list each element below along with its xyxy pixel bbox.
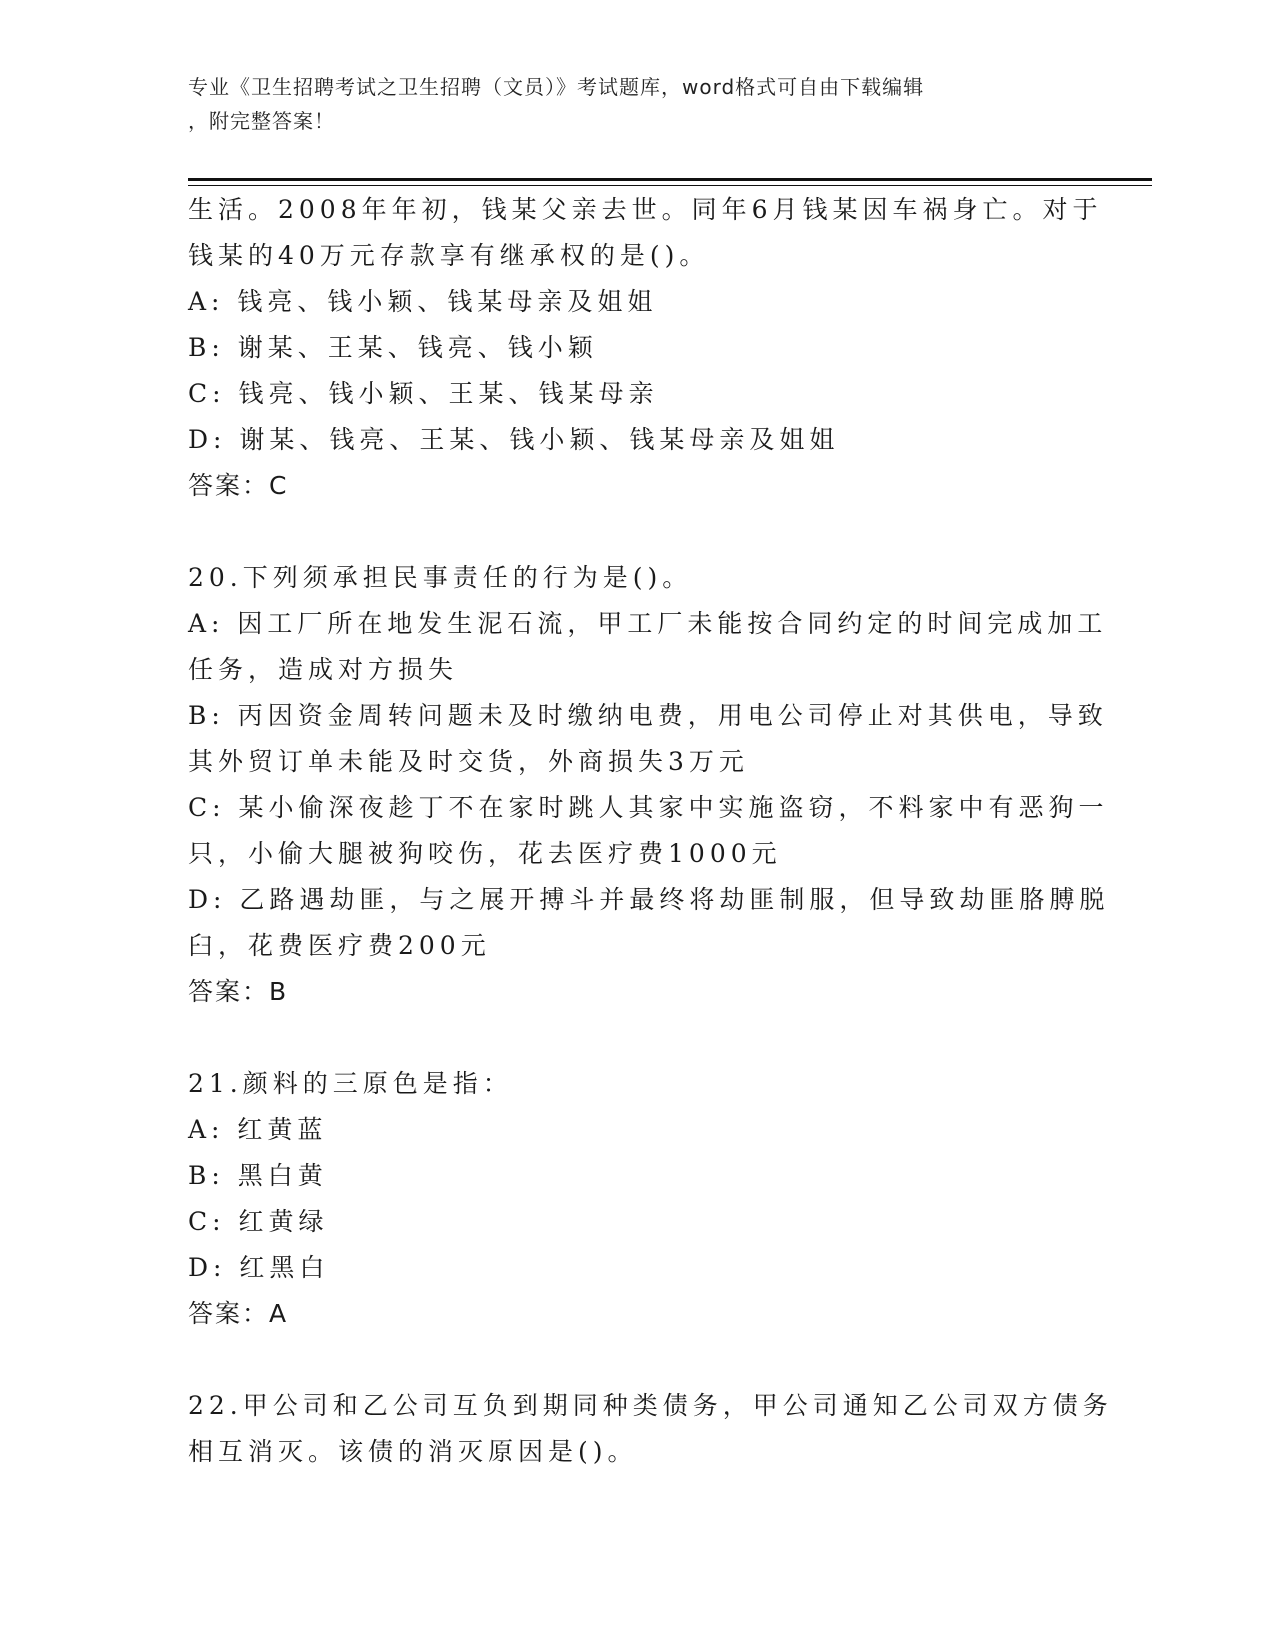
header-rule-thin [188, 185, 1152, 186]
question-19-option-d: D: 谢某、钱亮、王某、钱小颖、钱某母亲及姐姐 [188, 425, 840, 454]
question-20-option-b-line-2: 其外贸订单未能及时交货，外商损失3万元 [188, 747, 749, 776]
question-19-text-cont-1: 生活。2008年年初，钱某父亲去世。同年6月钱某因车祸身亡。对于 [188, 195, 1103, 224]
question-20-option-c-line-2: 只，小偷大腿被狗咬伤，花去医疗费1000元 [188, 839, 782, 868]
question-20-option-a-line-1: A: 因工厂所在地发生泥石流，甲工厂未能按合同约定的时间完成加工 [188, 609, 1108, 638]
spacer [188, 1337, 1088, 1383]
question-20-title: 20.下列须承担民事责任的行为是()。 [188, 563, 693, 592]
question-21-option-d: D: 红黑白 [188, 1253, 330, 1282]
question-20-answer: 答案：B [188, 977, 289, 1006]
question-21-answer: 答案：A [188, 1299, 289, 1328]
question-19-text-cont-2: 钱某的40万元存款享有继承权的是()。 [188, 241, 710, 270]
question-21 [188, 1061, 1088, 1337]
page-header [188, 70, 1068, 138]
question-19-answer: 答案：C [188, 471, 289, 500]
question-20-option-c-line-1: C: 某小偷深夜趁丁不在家时跳人其家中实施盗窃，不料家中有恶狗一 [188, 793, 1109, 822]
question-19 [188, 187, 1103, 509]
header-line-1: 专业《卫生招聘考试之卫生招聘（文员）》考试题库，word格式可自由下载编辑 [188, 75, 925, 99]
spacer [188, 1015, 1088, 1061]
question-22-title-line-2: 相互消灭。该债的消灭原因是()。 [188, 1437, 638, 1466]
question-20-option-d-line-1: D: 乙路遇劫匪，与之展开搏斗并最终将劫匪制服，但导致劫匪胳膊脱 [188, 885, 1110, 914]
question-20-option-a-line-2: 任务，造成对方损失 [188, 655, 459, 684]
question-20 [188, 555, 1110, 1015]
header-line-2: ，附完整答案！ [188, 109, 335, 133]
spacer [188, 509, 1088, 555]
question-19-option-c: C: 钱亮、钱小颖、王某、钱某母亲 [188, 379, 659, 408]
question-22-title-line-1: 22.甲公司和乙公司互负到期同种类债务，甲公司通知乙公司双方债务 [188, 1391, 1113, 1420]
question-20-option-d-line-2: 臼，花费医疗费200元 [188, 931, 491, 960]
question-list [188, 187, 1113, 1475]
question-22 [188, 1383, 1113, 1475]
question-20-option-b-line-1: B: 丙因资金周转问题未及时缴纳电费，用电公司停止对其供电，导致 [188, 701, 1108, 730]
question-21-option-c: C: 红黄绿 [188, 1207, 329, 1236]
question-21-option-b: B: 黑白黄 [188, 1161, 328, 1190]
question-21-title: 21.颜料的三原色是指： [188, 1069, 513, 1098]
question-19-option-b: B: 谢某、王某、钱亮、钱小颖 [188, 333, 598, 362]
question-21-option-a: A: 红黄蓝 [188, 1115, 328, 1144]
question-19-option-a: A: 钱亮、钱小颖、钱某母亲及姐姐 [188, 287, 658, 316]
header-rule-thick [188, 178, 1152, 181]
